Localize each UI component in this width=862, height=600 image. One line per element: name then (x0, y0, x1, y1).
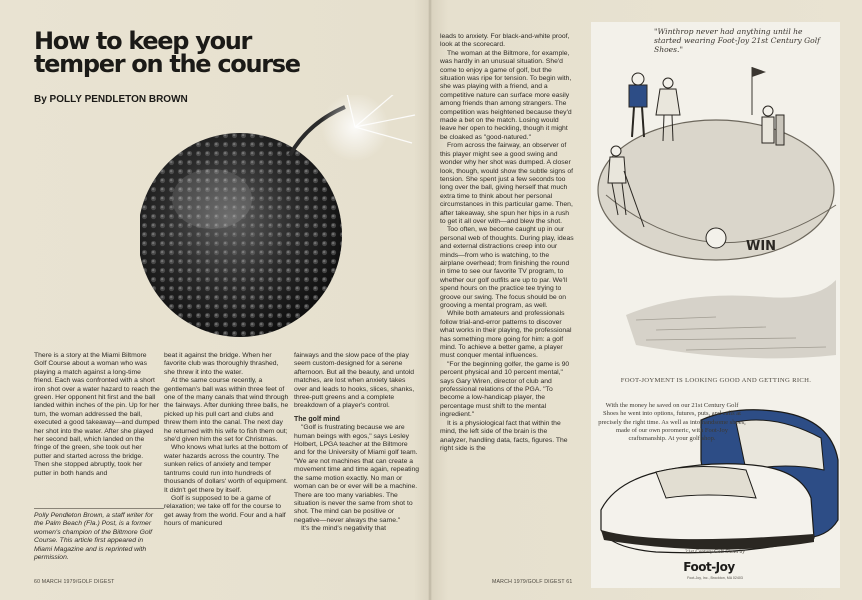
paragraph: "For the beginning golfer, the game is 90 percent physical and 10 percent mental," says Gary Wiren, director of club and professional relations of the PGA. "To become a low-handicap player, the percentage must shift to the mental ingredient." (440, 360, 570, 419)
paragraph: It's the mind's negativity that (301, 525, 386, 533)
cart-wheel (706, 228, 726, 248)
folio-right: MARCH 1979/GOLF DIGEST 61 (492, 579, 573, 585)
paragraph: Golf is supposed to be a game of relaxation; we take off for the course to get away from the world. Four and a half hours of manicured (164, 494, 286, 528)
paragraph: The woman at the Biltmore, for example, was hardly in an unusual situation. She'd come to enjoy a game of golf, but the situation was ripe for tension. To begin with, she was playing with a friend, and a competitive nature can surface more easily among friends than among strangers. The competition was heightened because they'd made a bet on the match. Losing would leave her open to heckling, though it might be cloaked as "good-natured." (440, 49, 572, 141)
ad-headline: FOOT-JOYMENT IS LOOKING GOOD AND GETTING RICH. (620, 377, 812, 384)
paragraph: Who knows what lurks at the bottom of water hazards across the country. The sunken relics of anxiety and temper tantrums could run into hundreds of thousands of dollars' worth of equipment. It didn't get there by itself. (164, 444, 288, 494)
article-headline: How to keep your temper on the course (34, 27, 300, 78)
bio-divider (34, 508, 164, 509)
paragraph: leads to anxiety. For black-and-white proof, look at the scorecard. (440, 33, 570, 49)
caddie-figure (762, 106, 784, 145)
paragraph: While both amateurs and professionals follow trial-and-error patterns to discover what works in their playing, the professional has something more going for him: a golf mind. To achieve a better game, a player must conquer mental influences. (440, 310, 572, 360)
paragraph: At the same course recently, a gentleman's ball was within three feet of one of the many canals that wind through the fairways. After dunking three balls, he picked up his pull cart and clubs and threw them into the canal. The next day he returned with his wife to fish them out; she'd given him the set for Christmas. (164, 377, 289, 444)
article-column-4 (440, 33, 574, 453)
article-column-1 (34, 352, 160, 478)
folio-left: 60 MARCH 1979/GOLF DIGEST (34, 579, 115, 585)
author-bio: Polly Pendleton Brown, a staff writer for the Palm Beach (Fla.) Post, is a former women's champion of the Biltmore Golf Course. This article first appeared in Miami Magazine and is reprinted with permission. (34, 512, 153, 562)
spark (321, 95, 389, 161)
article-byline: By POLLY PENDLETON BROWN (34, 94, 188, 105)
golf-cartoon-illustration (596, 55, 842, 375)
article-column-3 (294, 352, 420, 534)
footjoy-logo: Foot-Joy (683, 560, 735, 574)
paragraph: fairways and the slow pace of the play seem custom-designed for a serene afternoon. But all the beauty, and untold matches, are lost when anxiety takes over and leads to hooks, slices, shanks, three-putt greens and a complete breakdown of a player's control. (294, 352, 415, 410)
paragraph: Too often, we become caught up in our personal web of thoughts. During play, ideas and external distractions creep into our minds—from who is watching, to the airplane overhead; from finishing the round in time to see our favorite TV program, to whether our golf outfits are up to par. We'll spend hours on the practice tee trying to groove our swing. The focus should be on grooving a mental program, as well. (440, 226, 574, 309)
page-gutter (428, 0, 432, 600)
ad-quote: "Winthrop never had anything until he started wearing Foot-Joy 21st Century Golf Shoes." (654, 27, 820, 54)
subhead: The golf mind (294, 415, 340, 423)
paragraph: There is a story at the Miami Biltmore Golf Course about a woman who was playing a match against a long-time friend. Each was confronted with a short iron shot over a water hazard to reach the green. Her opponent hit first and the ball landed within inches of the pin. Up for her turn, the woman addressed the ball, executed a good takeaway—and dumped her shot into the water. After she played her second ball, which landed on the fringe of the green, she took out her putter and started across the bridge. Then she stopped abruptly, took her putter in both hands and (34, 352, 160, 477)
ad-address: Foot-Joy, Inc., Brockton, MA 02403 (687, 576, 743, 580)
golf-ball-bomb-illustration (140, 95, 420, 340)
cart-lettering: WIN (746, 239, 777, 254)
ad-tagline: 21st Century Golf Shoes by (685, 549, 745, 555)
paragraph: From across the fairway, an observer of this player might see a good swing and wonder why her shot was dumped. A closer look, though, would show the subtle signs of tension. She spent just a few seconds too long over the ball, giving herself that much extra time to think about her personal circumstances in this particular game. Then, after takeaway, she spun her hips in a rush to get it all over with—and blew the shot. (440, 142, 574, 225)
golfer-figure (629, 73, 647, 137)
article-column-2 (164, 352, 290, 529)
paragraph: "Golf is frustrating because we are human beings with egos," says Lesley Holbert, LPGA teacher at the Biltmore and for the University of Miami golf team. "We are not machines that can create a movement time and time again, repeating the same motion exactly. No man or woman can be or ever will be a machine. There are too many variables. The situation is never the same from shot to shot. The mind can be positive or negative—never always the same." (294, 424, 420, 524)
ad-body-copy: With the money he saved on our 21st Century Golf Shoes he went into options, futures, puts, and calls at precisely the right time. As well as into handsome shoes, made of our own poromeric, with Foot-Joy craftsmanship. At your golf shop. (598, 402, 746, 443)
paragraph: It is a physiological fact that within the mind, the left side of the brain is the analyzer, handling data, facts, figures. The right side is the (440, 419, 568, 452)
flag (752, 67, 766, 77)
paragraph: beat it against the bridge. When her favorite club was thoroughly thrashed, she threw it into the water. (164, 352, 279, 376)
